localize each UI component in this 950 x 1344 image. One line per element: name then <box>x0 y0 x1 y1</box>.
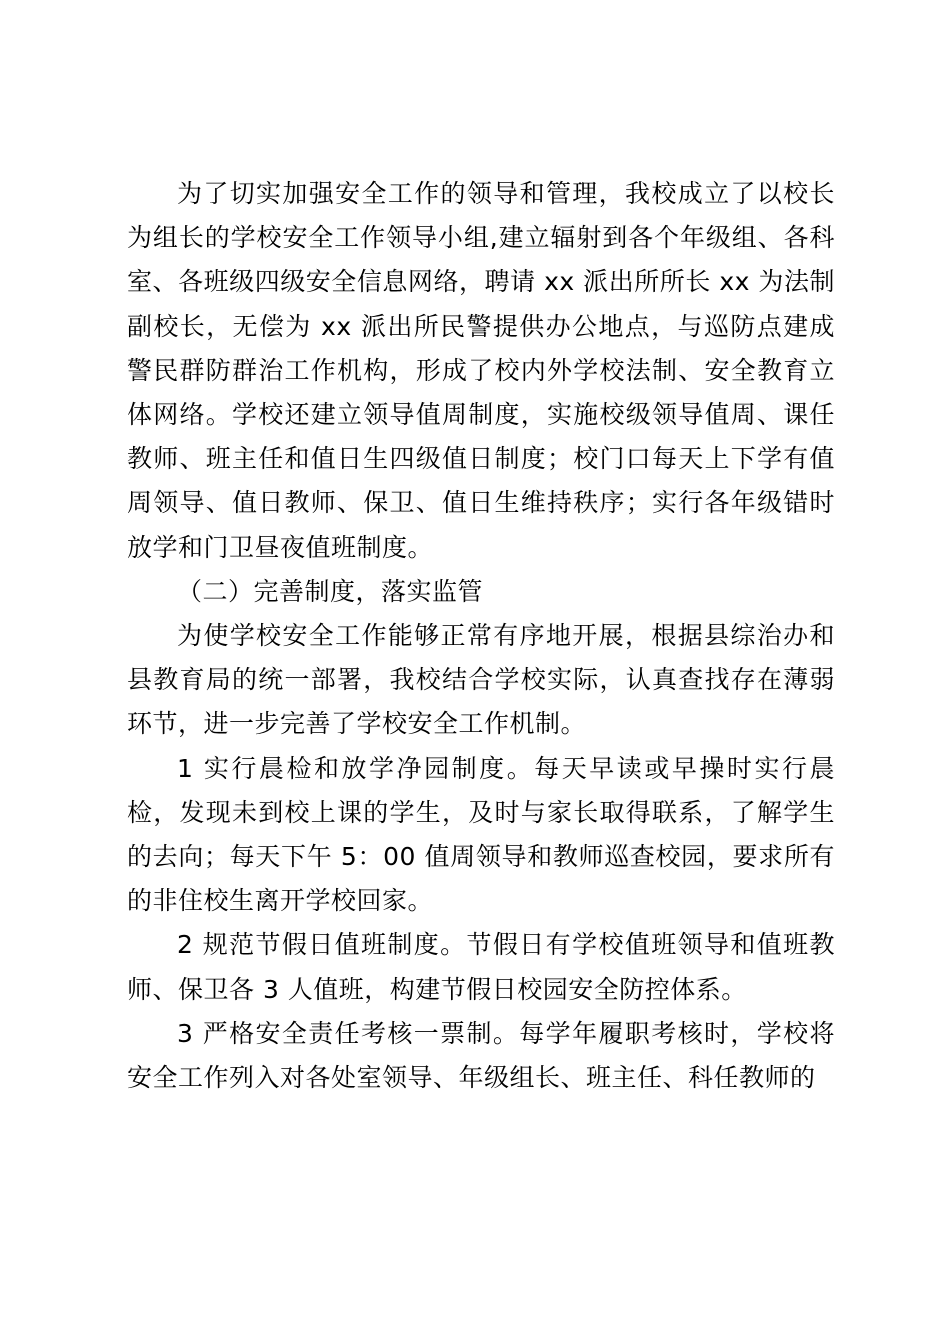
paragraph-safety-leadership: 为了切实加强安全工作的领导和管理，我校成立了以校长为组长的学校安全工作领导小组,建立辐射到各个年级组、各科室、各班级四级安全信息网络，聘请 xx 派出所所长 xx 为法制副校长，无偿为 xx 派出所民警提供办公地点，与巡防点建成警民群防群治工作机构，形成了校内外学校法制、安全教育立体网络。学校还建立领导值周制度，实施校级领导值周、课任教师、班主任和值日生四级值日制度；校门口每天上下学有值周领导、值日教师、保卫、值日生维持秩序；实行各年级错时放学和门卫昼夜值班制度。 <box>127 179 835 562</box>
paragraph-improve-mechanism: 为使学校安全工作能够正常有序地开展，根据县综治办和县教育局的统一部署，我校结合学校实际，认真查找存在薄弱环节，进一步完善了学校安全工作机制。 <box>127 621 835 739</box>
paragraph-assessment: 3 严格安全责任考核一票制。每学年履职考核时，学校将安全工作列入对各处室领导、年级组长、班主任、科任教师的 <box>127 1018 835 1093</box>
section-heading-improve-system: （二）完善制度，落实监管 <box>177 576 484 606</box>
paragraph-holiday-duty: 2 规范节假日值班制度。节假日有学校值班领导和值班教师、保卫各 3 人值班，构建节假日校园安全防控体系。 <box>127 930 835 1004</box>
document-body <box>127 172 835 1100</box>
paragraph-morning-check: 1 实行晨检和放学净园制度。每天早读或早操时实行晨检，发现未到校上课的学生，及时与家长取得联系，了解学生的去向；每天下午 5：00 值周领导和教师巡查校园，要求所有的非住校生离开学校回家。 <box>127 753 835 916</box>
